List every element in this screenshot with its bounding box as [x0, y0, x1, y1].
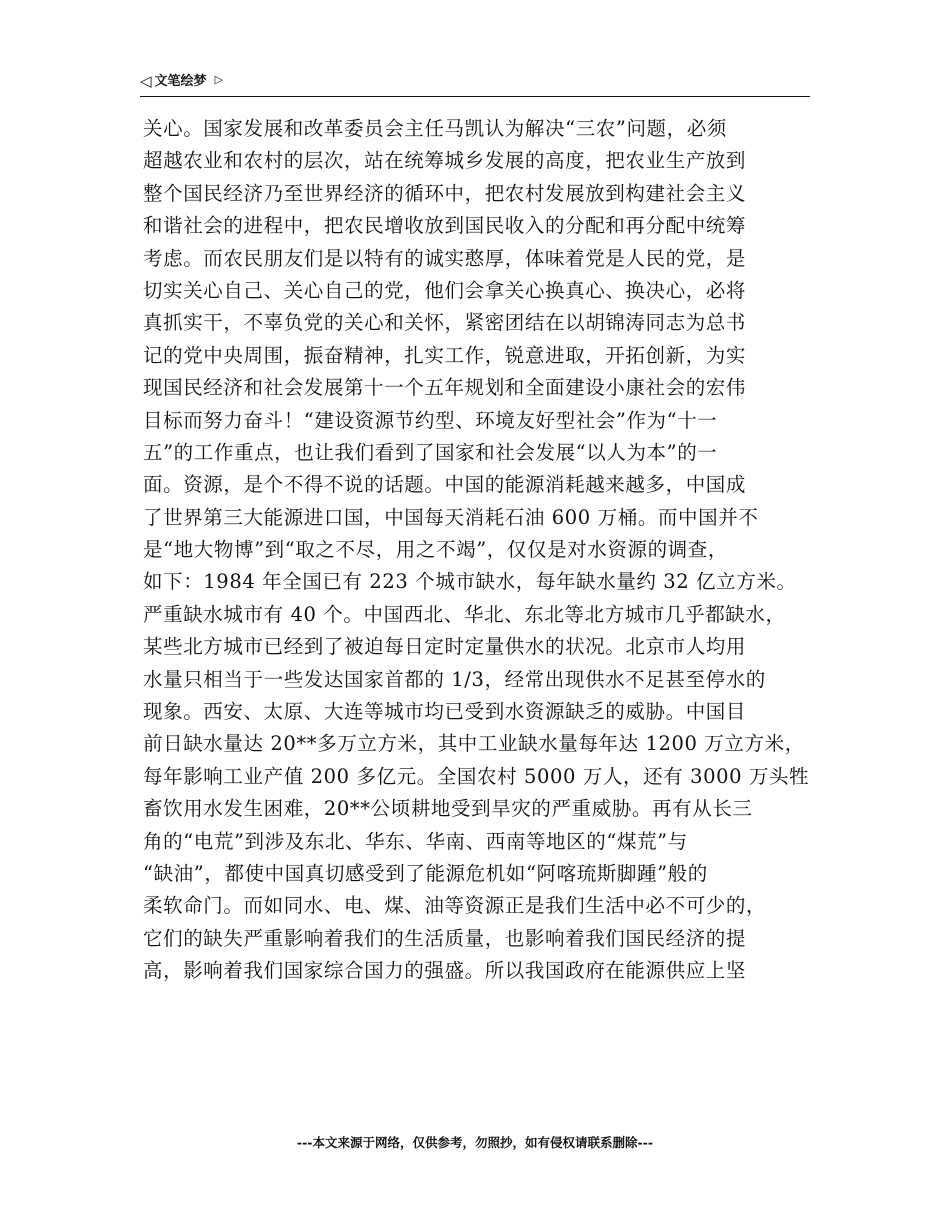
text-line: 角的“电荒”到涉及东北、华东、华南、西南等地区的“煤荒”与 — [143, 829, 688, 853]
text-line: 严重缺水城市有 40 个。中国西北、华北、东北等北方城市几乎都缺水， — [143, 602, 786, 626]
header-title: 文笔绘梦 — [154, 74, 207, 89]
text-line: 畜饮用水发生困难，20**公顷耕地受到旱灾的严重威胁。再有从长三 — [143, 797, 753, 821]
text-line: 了世界第三大能源进口国，中国每天消耗石油 600 万桶。而中国并不 — [143, 505, 759, 529]
text-line: 记的党中央周围，振奋精神，扎实工作，锐意进取，开拓创新，为实 — [143, 343, 747, 367]
text-line: 切实关心自己、关心自己的党，他们会拿关心换真心、换决心，必将 — [143, 278, 747, 302]
text-line: 高，影响着我们国家综合国力的强盛。所以我国政府在能源供应上坚 — [143, 959, 747, 983]
text-line: 考虑。而农民朋友们是以特有的诚实憨厚，体味着党是人民的党，是 — [143, 246, 747, 270]
text-line: 柔软命门。而如同水、电、煤、油等资源正是我们生活中必不可少的， — [143, 894, 767, 918]
triangle-right-icon: ▷ — [214, 73, 224, 86]
text-line: 面。资源，是个不得不说的话题。中国的能源消耗越来越多，中国成 — [143, 473, 747, 497]
text-line: 现国民经济和社会发展第十一个五年规划和全面建设小康社会的宏伟 — [143, 376, 747, 400]
text-line: 现象。西安、太原、大连等城市均已受到水资源缺乏的威胁。中国目 — [143, 700, 747, 724]
text-line: 前日缺水量达 20**多万立方米，其中工业缺水量每年达 1200 万立方米， — [143, 732, 805, 756]
text-line: 某些北方城市已经到了被迫每日定时定量供水的状况。北京市人均用 — [143, 635, 747, 659]
text-line: 水量只相当于一些发达国家首都的 1/3，经常出现供水不足甚至停水的 — [143, 667, 766, 691]
triangle-left-icon: ◁ — [140, 72, 152, 90]
document-body — [143, 113, 808, 988]
text-line: 每年影响工业产值 200 多亿元。全国农村 5000 万人，还有 3000 万头牲 — [143, 764, 810, 788]
text-line: 整个国民经济乃至世界经济的循环中，把农村发展放到构建社会主义 — [143, 181, 747, 205]
text-line: 它们的缺失严重影响着我们的生活质量，也影响着我们国民经济的提 — [143, 926, 747, 950]
text-line: 五”的工作重点，也让我们看到了国家和社会发展“以人为本”的一 — [143, 440, 718, 464]
text-line: “缺油”，都使中国真切感受到了能源危机如“阿喀琉斯脚踵”般的 — [143, 861, 708, 885]
text-line: 关心。国家发展和改革委员会主任马凯认为解决“三农”问题，必须 — [143, 117, 727, 140]
page-header — [140, 72, 810, 97]
text-line: 超越农业和农村的层次，站在统筹城乡发展的高度，把农业生产放到 — [143, 149, 747, 173]
text-line: 和谐社会的进程中，把农民增收放到国民收入的分配和再分配中统筹 — [143, 214, 747, 238]
text-line: 是“地大物博”到“取之不尽，用之不竭”，仅仅是对水资源的调查， — [143, 538, 728, 562]
text-line: 如下：1984 年全国已有 223 个城市缺水，每年缺水量约 32 亿立方米。 — [143, 570, 797, 594]
text-line: 真抓实干，不辜负党的关心和关怀，紧密团结在以胡锦涛同志为总书 — [143, 311, 747, 335]
text-line: 目标而努力奋斗！“建设资源节约型、环境友好型社会”作为“十一 — [143, 408, 718, 432]
page-footer: ---本文来源于网络，仅供参考，勿照抄，如有侵权请联系删除--- — [296, 1135, 654, 1150]
